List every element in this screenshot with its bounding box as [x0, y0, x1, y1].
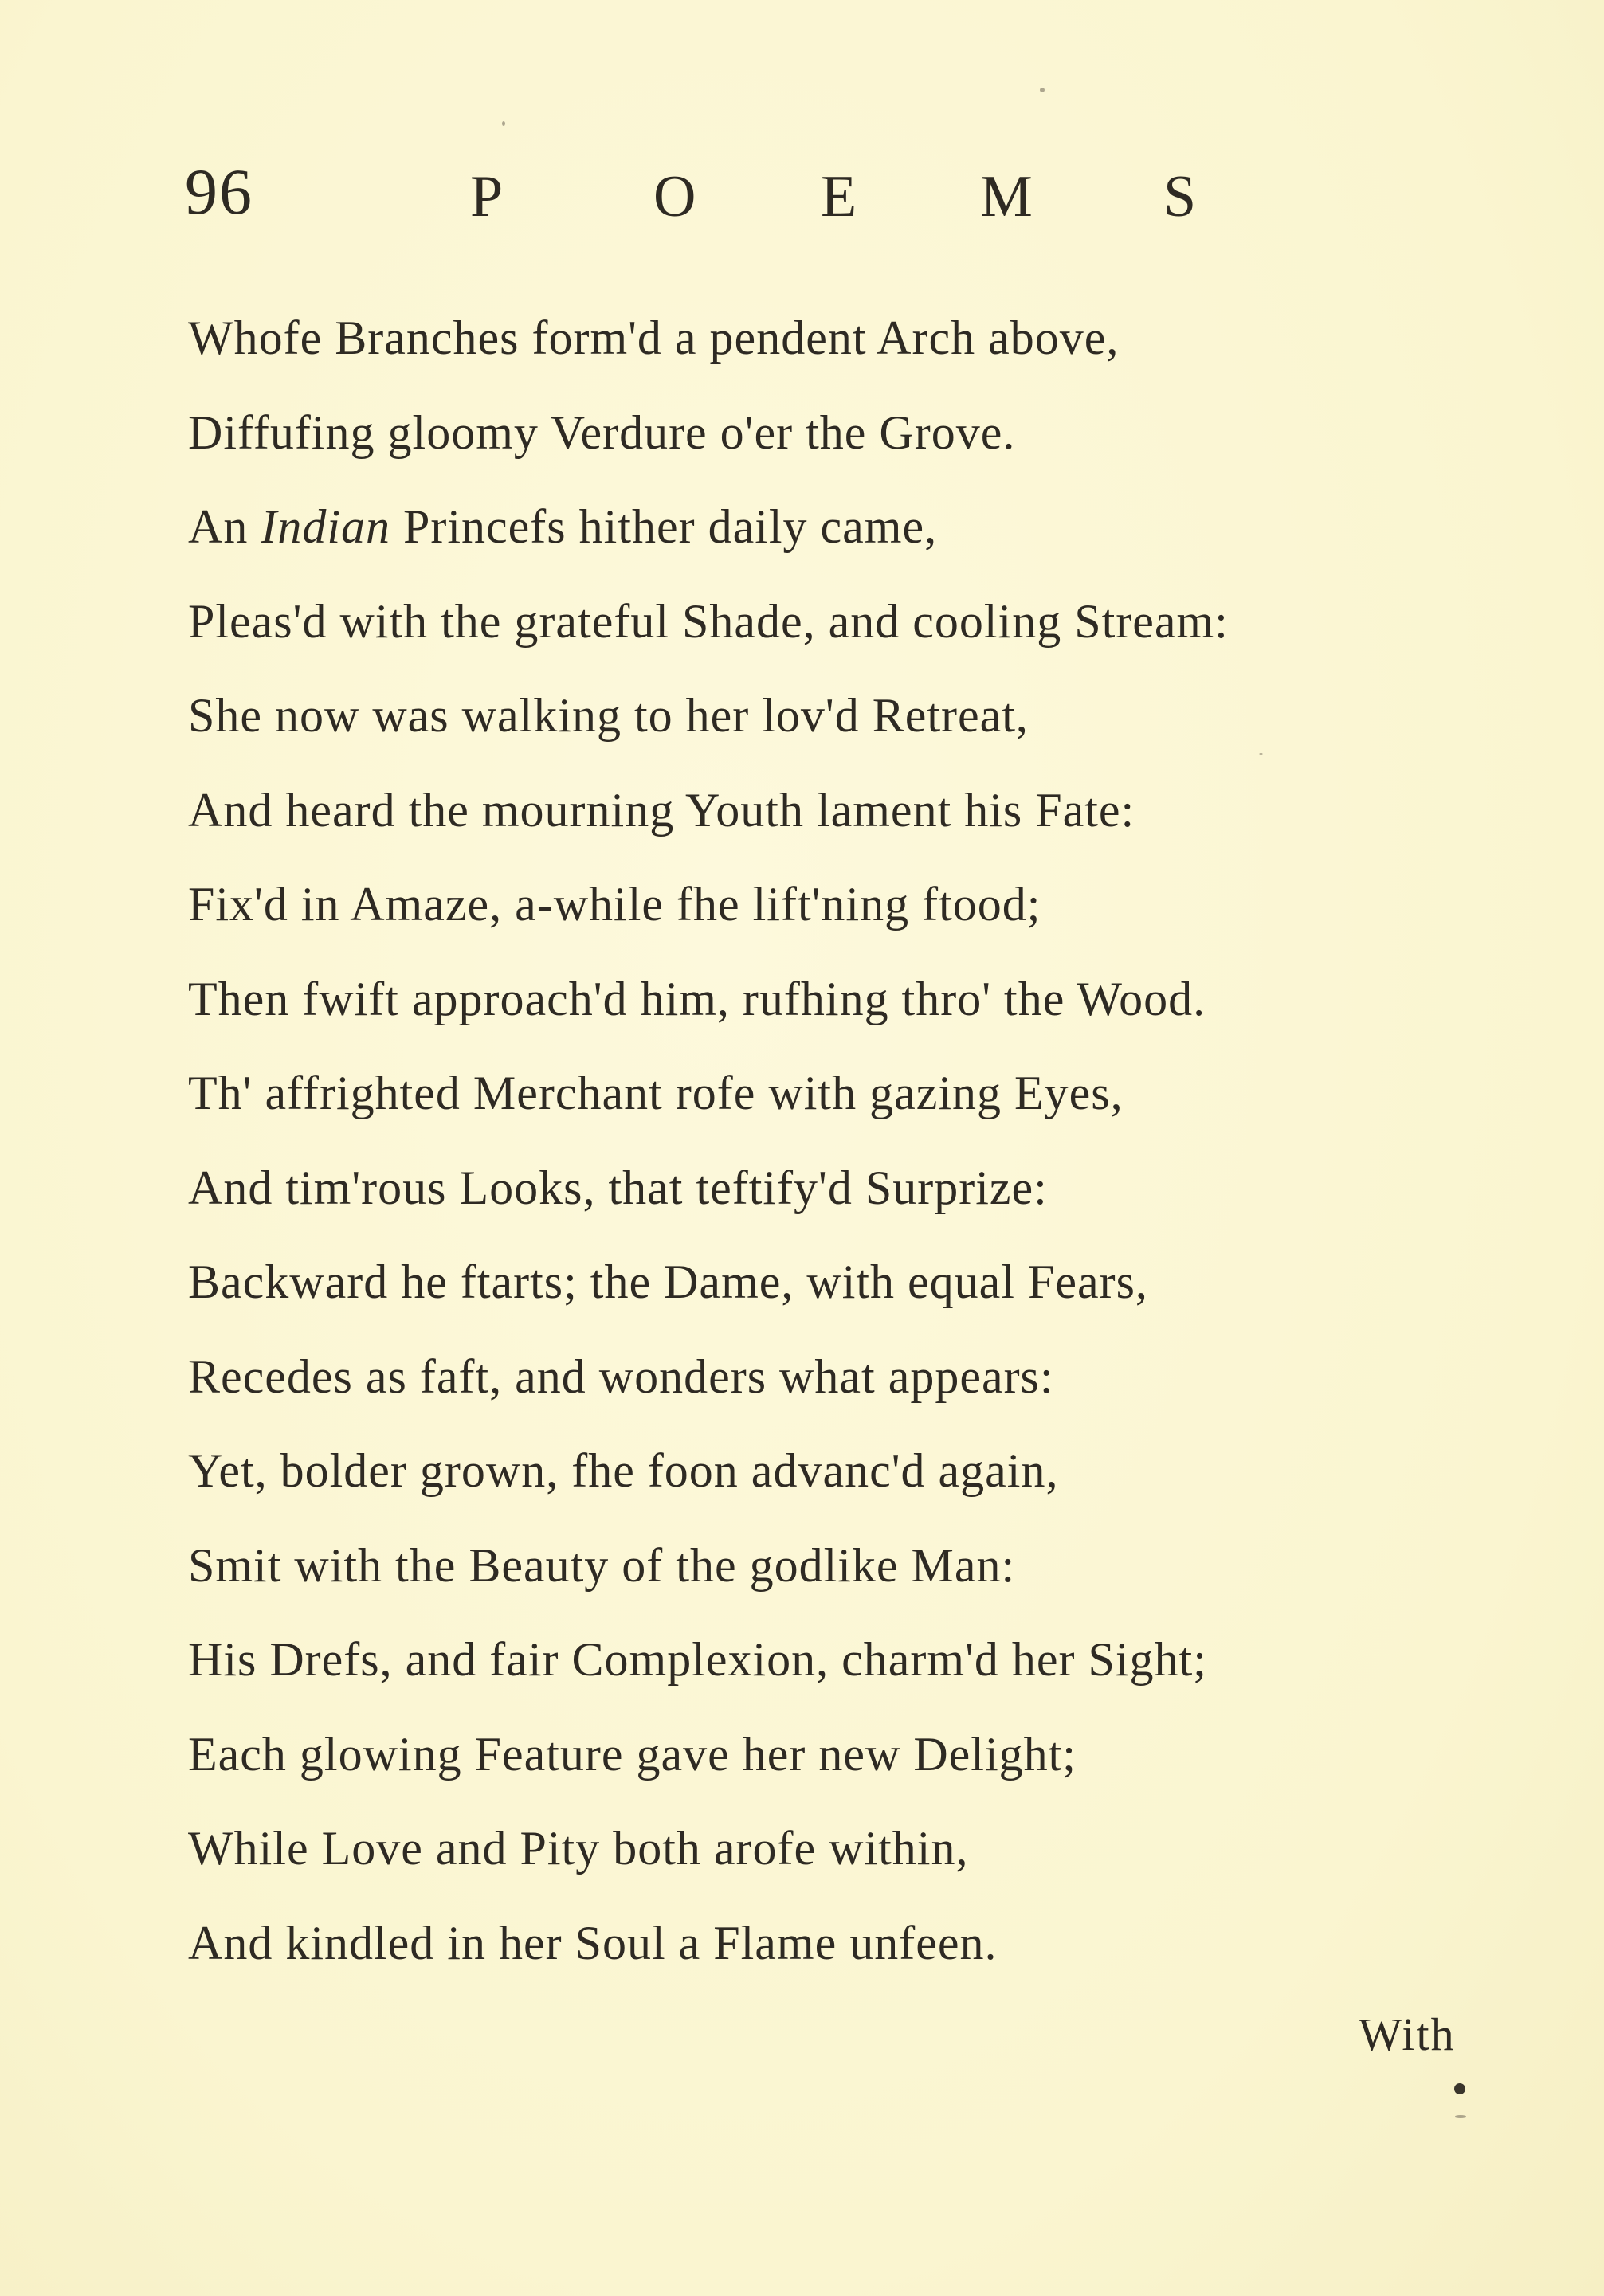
verse-text: And kindled in her Soul a Flame unfeen.	[188, 1916, 998, 1969]
verse-line	[188, 1896, 1229, 1991]
verse-text: Fix'd in Amaze, a-while fhe lift'ning ftood;	[188, 878, 1041, 931]
verse-text: Backward he ftarts; the Dame, with equal Fears,	[188, 1256, 1148, 1308]
verse-line	[188, 480, 1229, 574]
verse-text: And tim'rous Looks, that teftify'd Surprize:	[188, 1161, 1048, 1214]
verse-text: Yet, bolder grown, fhe foon advanc'd again,	[188, 1444, 1059, 1497]
verse-text: Th' affrighted Merchant rofe with gazing Eyes,	[188, 1067, 1124, 1119]
paper-speck	[502, 121, 505, 126]
verse-line	[188, 1235, 1229, 1330]
running-head	[470, 164, 1267, 239]
verse-line	[188, 1612, 1229, 1707]
printer-mark	[1454, 2083, 1465, 2094]
verse-line	[188, 952, 1229, 1047]
running-head-letter: P	[470, 164, 504, 229]
verse-text: She now was walking to her lov'd Retreat,	[188, 689, 1029, 742]
verse-text: Recedes as faft, and wonders what appears:	[188, 1350, 1054, 1403]
verse-italic-word: Indian	[261, 500, 390, 553]
verse-line	[188, 763, 1229, 858]
running-head-letter: M	[980, 164, 1033, 229]
verse-line	[188, 1424, 1229, 1518]
verse-text: Smit with the Beauty of the godlike Man:	[188, 1538, 1016, 1592]
paper-speck	[1455, 2115, 1466, 2118]
verse-line	[188, 1518, 1229, 1613]
verse-line	[188, 1141, 1229, 1236]
verse-text: While Love and Pity both arofe within,	[188, 1822, 969, 1875]
verse-line	[188, 386, 1229, 480]
paper-speck	[1259, 753, 1263, 755]
verse-line	[188, 668, 1229, 763]
verse-text: Each glowing Feature gave her new Delight;	[188, 1727, 1077, 1781]
running-head-letter: S	[1163, 164, 1197, 229]
verse-line	[188, 291, 1229, 386]
verse-text: Whofe Branches form'd a pendent Arch above,	[188, 311, 1120, 364]
verse-text: His Drefs, and fair Complexion, charm'd her Sight;	[188, 1633, 1207, 1686]
verse-text: Princefs hither daily came,	[390, 500, 938, 553]
verse-line	[188, 1330, 1229, 1424]
verse-line	[188, 1707, 1229, 1802]
paper-speck	[1040, 88, 1045, 92]
verse-text: Diffufing gloomy Verdure o'er the Grove.	[188, 406, 1016, 459]
verse-line	[188, 1046, 1229, 1141]
verse-text: An	[188, 500, 261, 553]
verse-line	[188, 857, 1229, 952]
verse-line	[188, 574, 1229, 669]
verse-text: Then fwift approach'd him, rufhing thro' the Wood.	[188, 972, 1206, 1025]
page-number: 96	[185, 155, 253, 228]
verse-text: And heard the mourning Youth lament his Fate:	[188, 783, 1135, 837]
verse-text: Pleas'd with the grateful Shade, and cooling Stream:	[188, 594, 1229, 648]
catchword: With	[1359, 2008, 1456, 2060]
running-head-letter: E	[821, 164, 857, 229]
running-head-letter: O	[653, 164, 696, 229]
verse-line	[188, 1801, 1229, 1896]
poem-verse	[188, 291, 1229, 1990]
